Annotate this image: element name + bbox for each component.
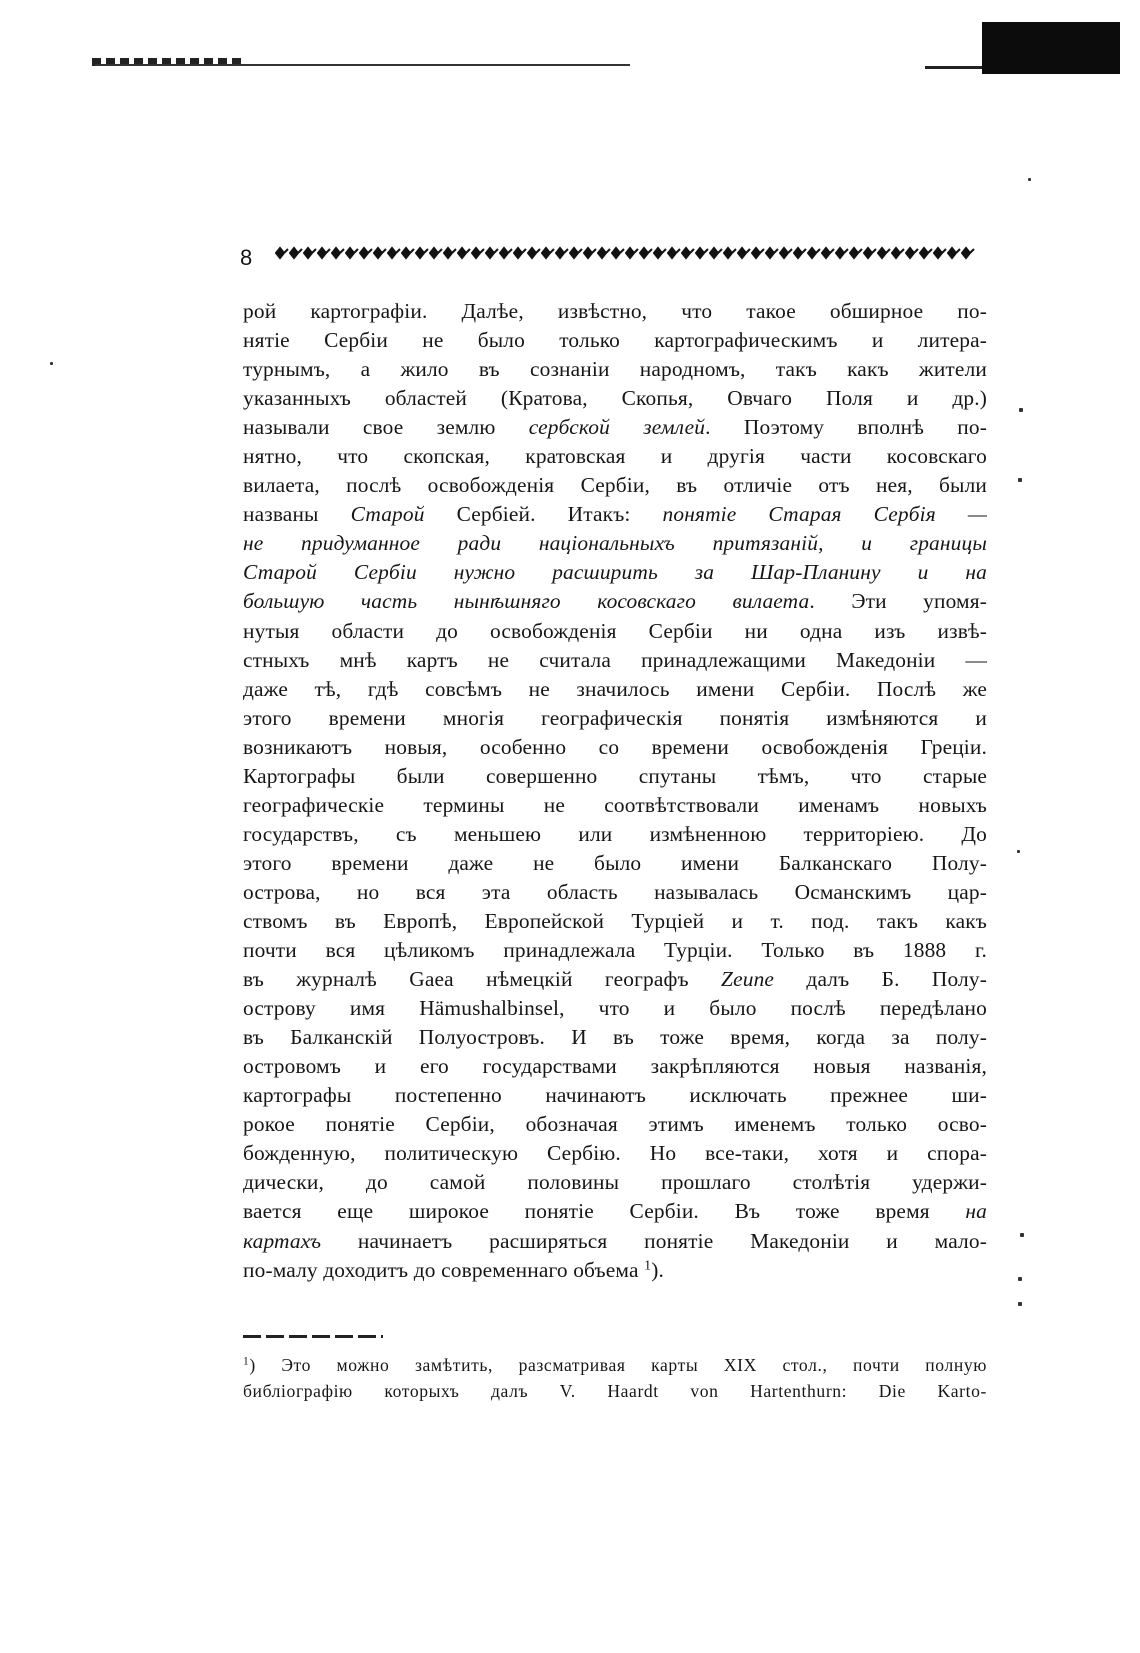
italic-text: понятіе Старая Сербія — (662, 502, 988, 527)
italic-text: не придуманное ради національныхъ притязаній, и границы (243, 531, 987, 556)
text-line (243, 704, 987, 733)
text-line (243, 994, 987, 1023)
text-line (243, 558, 987, 587)
text-line (243, 1256, 987, 1285)
text-run: острова, но вся эта область называлась Османскимъ цар- (243, 879, 987, 904)
scan-dot (1017, 850, 1020, 853)
scan-dot (50, 362, 53, 365)
text-run: называли свое землю (243, 415, 529, 440)
text-line (243, 1081, 987, 1110)
text-line (243, 965, 987, 994)
text-run: нутыя области до освобожденія Сербіи ни одна изъ извѣ- (243, 618, 987, 643)
text-run: ) Это можно замѣтить, разсматривая карты XIX стол., почти полную (249, 1355, 987, 1375)
text-run: божденную, политическую Сербію. Но все-таки, хотя и спора- (243, 1141, 987, 1166)
italic-text: Старой Сербіи нужно расширить за Шар-Планину и на (243, 560, 987, 585)
text-line (243, 355, 987, 384)
scan-corner-block (982, 22, 1120, 74)
text-run: почти вся цѣликомъ принадлежала Турціи. Только въ 1888 г. (243, 938, 987, 963)
text-run: государствъ, съ меньшею или измѣненною территоріею. До (243, 821, 987, 846)
italic-text: картахъ (243, 1228, 322, 1253)
text-run: возникаютъ новыя, особенно со времени освобожденія Греціи. (243, 734, 987, 759)
text-run: по-малу доходитъ до современнаго объема (243, 1257, 645, 1282)
footnote (243, 1352, 987, 1404)
text-line (243, 849, 987, 878)
footnote-marker: 1 (243, 1355, 250, 1368)
text-line (243, 1110, 987, 1139)
text-line (243, 907, 987, 936)
page-number: 8 (240, 245, 253, 270)
text-line (243, 675, 987, 704)
text-line (243, 1197, 987, 1226)
text-run: ). (651, 1257, 664, 1282)
text-line (243, 326, 987, 355)
scan-dot (1020, 1233, 1024, 1237)
text-run: . Поэтому вполнѣ по- (705, 415, 987, 440)
text-line (243, 587, 987, 616)
text-line (243, 1227, 987, 1256)
text-line (243, 878, 987, 907)
text-run: нятіе Сербіи не было только картографическимъ и литера- (243, 328, 987, 353)
scan-dot (1019, 408, 1023, 412)
text-line (243, 1168, 987, 1197)
text-run: Сербіей. Итакъ: (424, 502, 663, 527)
text-run: въ журналѣ Gaea нѣмецкій географъ (243, 967, 722, 992)
header-ornament (275, 245, 975, 261)
text-line (243, 762, 987, 791)
scan-dot (1018, 1277, 1022, 1281)
scan-dot (1018, 1302, 1022, 1306)
text-run: этого времени даже не было имени Балканскаго Полу- (243, 850, 987, 875)
scan-dot (1018, 478, 1022, 482)
footnote-rule (243, 1335, 383, 1338)
text-line (243, 1023, 987, 1052)
text-run: вилаета, послѣ освобожденія Сербіи, въ отличіе отъ нея, были (243, 473, 987, 498)
text-run: названы (243, 502, 351, 527)
scan-dot (1028, 178, 1031, 181)
text-run: въ Балканскій Полуостровъ. И въ тоже время, когда за полу- (243, 1025, 987, 1050)
text-line (243, 442, 987, 471)
text-line (243, 529, 987, 558)
text-run: библіографію которыхъ далъ V. Haardt von Hartenthurn: Die Karto- (243, 1381, 987, 1401)
text-run: ствомъ въ Европѣ, Европейской Турціей и т. под. такъ какъ (243, 908, 987, 933)
text-run: вается еще широкое понятіе Сербіи. Въ тоже время (243, 1199, 966, 1224)
text-run: турнымъ, а жило въ сознаніи народномъ, такъ какъ жители (243, 357, 987, 382)
footnote-line (243, 1378, 987, 1404)
text-run: указанныхъ областей (Кратова, Скопья, Овчаго Поля и др.) (243, 386, 987, 411)
text-line (243, 820, 987, 849)
italic-text: Zeune (721, 967, 775, 992)
text-run: географическіе термины не соотвѣтствовали именамъ новыхъ (243, 792, 987, 817)
text-line (243, 646, 987, 675)
text-run: далъ Б. Полу- (774, 967, 988, 992)
text-run: Картографы были совершенно спутаны тѣмъ, что старые (243, 763, 987, 788)
footnote-line (243, 1352, 987, 1378)
text-line (243, 500, 987, 529)
text-run: картографы постепенно начинаютъ исключать прежнее ши- (243, 1083, 987, 1108)
text-line (243, 617, 987, 646)
italic-text: Старой (350, 502, 425, 527)
text-line (243, 384, 987, 413)
italic-text: на (965, 1199, 987, 1224)
text-line (243, 936, 987, 965)
text-run: стныхъ мнѣ картъ не считала принадлежащими Македоніи — (243, 647, 987, 672)
text-line (243, 471, 987, 500)
text-run: рокое понятіе Сербіи, обозначая этимъ именемъ только осво- (243, 1112, 987, 1137)
text-line (243, 791, 987, 820)
text-run: этого времени многія географическія понятія измѣняются и (243, 705, 987, 730)
italic-text: большую часть нынѣшняго косовскаго вилаета (243, 589, 810, 614)
text-run: острову имя Hämushalbinsel, что и было послѣ передѣлано (243, 996, 987, 1021)
text-run: даже тѣ, гдѣ совсѣмъ не значилось имени Сербіи. Послѣ же (243, 676, 987, 701)
italic-text: сербской землей (528, 415, 706, 440)
text-line (243, 1139, 987, 1168)
footnote-marker: 1 (644, 1257, 652, 1273)
text-run: рой картографіи. Далѣе, извѣстно, что такое обширное по- (243, 299, 987, 323)
scan-top-rule (95, 64, 630, 66)
text-line (243, 297, 987, 326)
scan-corner-tail (925, 66, 985, 69)
text-run: начинаетъ расширяться понятіе Македоніи и мало- (321, 1228, 987, 1253)
text-line (243, 413, 987, 442)
text-run: островомъ и его государствами закрѣпляются новыя названія, (243, 1054, 987, 1079)
body-text (243, 297, 987, 1285)
text-line (243, 1052, 987, 1081)
text-line (243, 733, 987, 762)
text-run: дически, до самой половины прошлаго столѣтія удержи- (243, 1170, 987, 1195)
text-run: нятно, что скопская, кратовская и другія части косовскаго (243, 444, 987, 469)
text-run: . Эти упомя- (809, 589, 987, 614)
